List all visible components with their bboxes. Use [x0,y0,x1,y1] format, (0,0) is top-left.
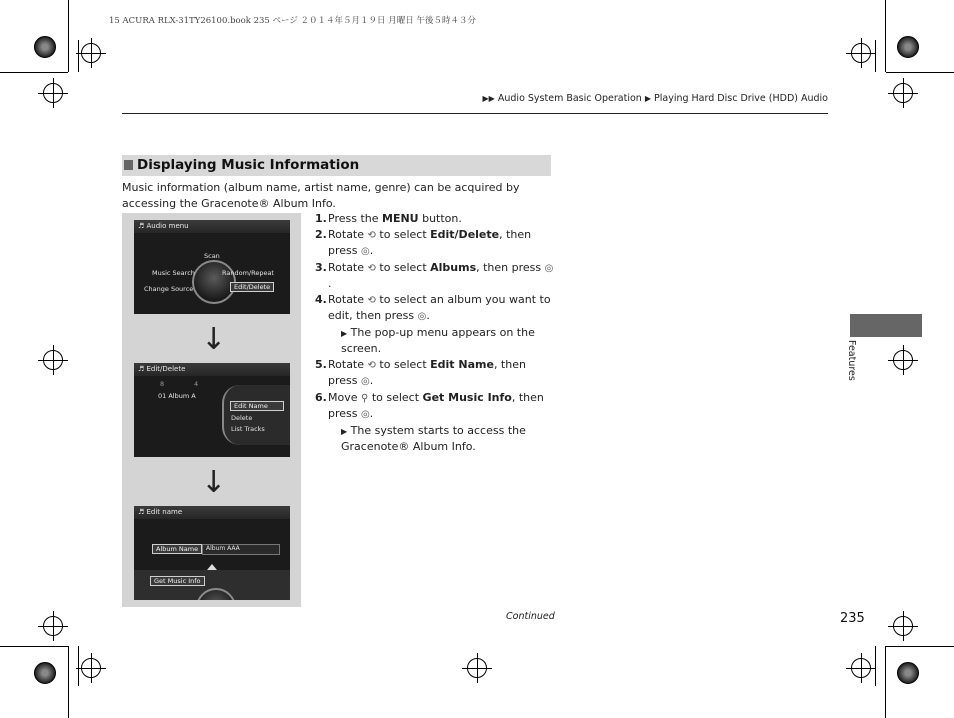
intro-text: Music information (album name, artist name, genre) can be acquired by accessing the Gracenote® Album Info. [122,181,520,210]
step-4: 4. Rotate ⟲ to select an album you want to edit, then press ◎. ▶ The pop-up menu appears on the screen. [315,292,555,357]
crop-mark [0,646,68,647]
rotate-knob-icon: ⟲ [367,294,376,306]
column-b-label: 4 [194,380,199,388]
registration-mark-icon [893,616,913,636]
menu-item-music-search: Music Search [152,269,195,277]
move-knob-icon: ⚲ [361,392,369,404]
registration-mark-icon [43,616,63,636]
album-name-value: Album AAA [206,545,240,552]
section-heading [122,155,551,176]
registration-mark-icon [851,43,871,63]
crop-mark [885,646,886,718]
rotate-knob-icon: ⟲ [367,229,376,241]
step-6-note: ▶ The system starts to access the Gracenote® Album Info. [341,423,526,453]
note-arrow-icon: ▶ [341,426,348,436]
crop-mark [68,646,69,718]
column-a-label: 8 [160,380,165,388]
press-knob-icon: ◎ [544,262,554,274]
press-knob-icon: ◎ [361,376,370,387]
step-3: 3. Rotate ⟲ to select Albums, then press ◎. [315,260,554,290]
breadcrumb [483,93,828,104]
crop-mark [885,0,886,72]
menu-item-random-repeat: Random/Repeat [222,269,274,277]
step-4-note: ▶ The pop-up menu appears on the screen. [341,325,535,355]
rotate-knob-icon: ⟲ [367,262,376,274]
get-music-info-button: Get Music Info [150,576,205,586]
menu-item-change-source: Change Source [144,285,194,293]
crop-mark [886,72,954,73]
screen-title: ♬ Edit/Delete [138,365,186,373]
print-header: 15 ACURA RLX-31TY26100.book 235 ページ ２０１４年５月１９日 月曜日 午後５時４３分 [109,16,476,26]
album-row: 01 Album A [158,392,196,400]
steps-list [315,211,555,455]
registration-mark-icon [467,658,487,678]
crop-mark [875,40,876,72]
step-6: 6. Move ⚲ to select Get Music Info, then press ◎. ▶ The system starts to access the Gracenote® Album Info. [315,390,555,455]
screen-title: ♬ Audio menu [138,222,189,230]
rotate-knob-icon: ⟲ [367,359,376,371]
popup-item-list-tracks: List Tracks [231,425,265,433]
crop-mark [78,646,79,686]
crop-mark [875,646,876,686]
note-arrow-icon: ▶ [341,328,348,338]
breadcrumb-arrow-icon: ▶▶ [482,94,495,103]
press-knob-icon: ◎ [361,409,370,420]
step-2: 2. Rotate ⟲ to select Edit/Delete, then press ◎. [315,227,555,260]
registration-disc-icon [897,36,919,58]
registration-mark-icon [43,350,63,370]
down-arrow-icon: ↓ [201,322,227,357]
chapter-tab [850,314,922,337]
chapter-tab-label: Features [846,340,857,381]
registration-disc-icon [897,662,919,684]
section-title: Displaying Music Information [137,157,360,173]
crop-mark [0,72,68,73]
menu-item-scan: Scan [204,252,220,260]
registration-mark-icon [893,350,913,370]
down-arrow-icon: ↓ [201,465,227,500]
screen-edit-delete [134,363,290,457]
crop-mark [78,40,79,72]
menu-item-edit-delete: Edit/Delete [230,282,274,292]
step-1: 1. Press the MENU button. [315,212,462,225]
album-name-label: Album Name [152,544,202,554]
popup-item-edit-name: Edit Name [230,401,284,411]
crop-mark [886,646,954,647]
press-knob-icon: ◎ [361,246,370,257]
popup-item-delete: Delete [231,414,253,422]
registration-mark-icon [893,83,913,103]
screen-title: ♬ Edit name [138,508,183,516]
registration-disc-icon [34,662,56,684]
continued-label: Continued [506,611,555,622]
breadcrumb-part-1: Audio System Basic Operation [497,93,642,104]
registration-disc-icon [34,36,56,58]
press-knob-icon: ◎ [417,311,427,322]
registration-mark-icon [81,43,101,63]
screen-audio-menu [134,220,290,314]
screens-panel [122,213,301,607]
registration-mark-icon [43,83,63,103]
section-square-icon [124,160,133,170]
breadcrumb-arrow-icon: ▶ [644,94,651,103]
registration-mark-icon [81,658,101,678]
screen-edit-name [134,506,290,600]
crop-mark [68,0,69,72]
step-5: 5. Rotate ⟲ to select Edit Name, then press ◎. [315,357,555,390]
registration-mark-icon [851,658,871,678]
breadcrumb-part-2: Playing Hard Disc Drive (HDD) Audio [654,93,828,104]
page-number: 235 [840,611,865,626]
header-rule [122,113,828,114]
